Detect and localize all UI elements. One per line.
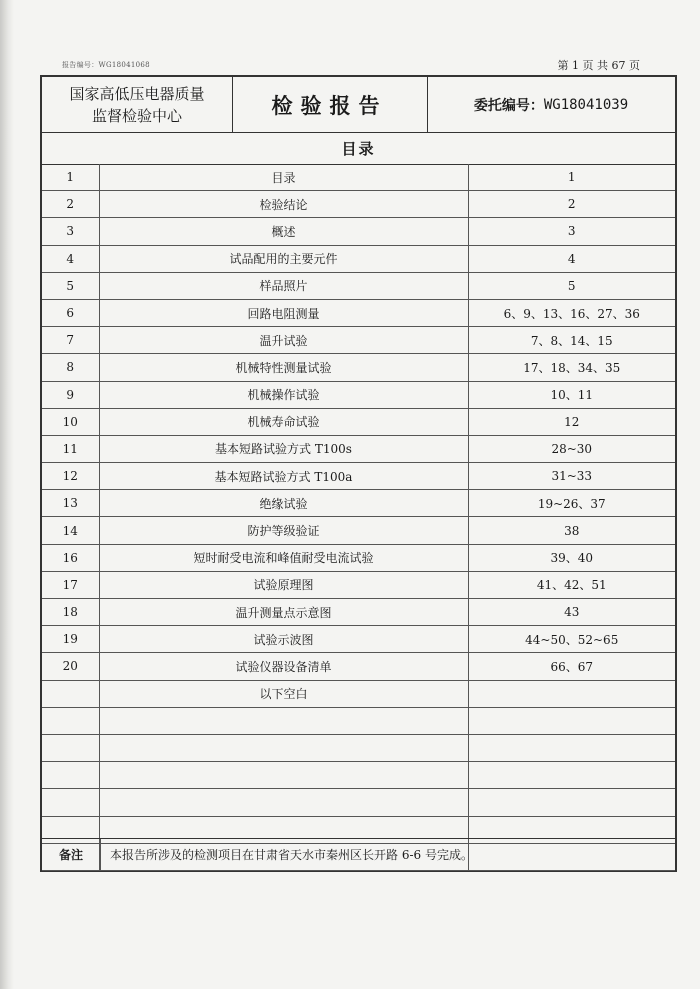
report-number <box>62 60 150 70</box>
toc-row-number <box>42 734 99 761</box>
toc-row <box>42 571 675 598</box>
toc-row-item: 概述 <box>99 218 468 245</box>
toc-row <box>42 435 675 462</box>
toc-row-number: 3 <box>42 218 99 245</box>
toc-row <box>42 599 675 626</box>
toc-row-number: 16 <box>42 544 99 571</box>
toc-row-number: 12 <box>42 463 99 490</box>
toc-row-number: 11 <box>42 435 99 462</box>
toc-row <box>42 164 675 191</box>
toc-row-pages: 44~50、52~65 <box>468 626 675 653</box>
toc-title: 目录 <box>42 132 675 165</box>
toc-row-number: 8 <box>42 354 99 381</box>
toc-row-number <box>42 680 99 707</box>
toc-row-pages: 38 <box>468 517 675 544</box>
toc-row-pages: 66、67 <box>468 653 675 680</box>
toc-row-number: 6 <box>42 299 99 326</box>
toc-row-item: 试品配用的主要元件 <box>99 245 468 272</box>
toc-row-item: 绝缘试验 <box>99 490 468 517</box>
toc-row <box>42 762 675 789</box>
toc-row-item <box>99 707 468 734</box>
toc-row-number: 1 <box>42 164 99 191</box>
toc-row-pages: 43 <box>468 599 675 626</box>
toc-row <box>42 245 675 272</box>
toc-row-number: 17 <box>42 571 99 598</box>
toc-row-item: 基本短路试验方式 T100a <box>99 463 468 490</box>
toc-row-pages: 4 <box>468 245 675 272</box>
toc-row-pages: 39、40 <box>468 544 675 571</box>
toc-row-number: 13 <box>42 490 99 517</box>
toc-row-item: 机械特性测量试验 <box>99 354 468 381</box>
toc-row-number: 14 <box>42 517 99 544</box>
toc-row-item: 试验原理图 <box>99 571 468 598</box>
toc-row-pages: 12 <box>468 408 675 435</box>
toc-row-pages: 10、11 <box>468 381 675 408</box>
toc-row <box>42 626 675 653</box>
toc-row-pages <box>468 680 675 707</box>
toc-row-item: 以下空白 <box>99 680 468 707</box>
toc-row-pages: 3 <box>468 218 675 245</box>
commission-number <box>427 77 675 132</box>
toc-row-item: 检验结论 <box>99 191 468 218</box>
toc-row-item: 短时耐受电流和峰值耐受电流试验 <box>99 544 468 571</box>
toc-row <box>42 463 675 490</box>
toc-row-item: 防护等级验证 <box>99 517 468 544</box>
toc-row-pages <box>468 707 675 734</box>
report-number-value: WG18041068 <box>98 61 150 69</box>
toc-row <box>42 354 675 381</box>
toc-row-pages: 2 <box>468 191 675 218</box>
report-title: 检验报告 <box>232 77 428 132</box>
toc-row-number: 19 <box>42 626 99 653</box>
toc-row <box>42 734 675 761</box>
toc-table <box>42 164 675 871</box>
toc-row-number <box>42 707 99 734</box>
toc-row <box>42 517 675 544</box>
org-name <box>42 77 233 132</box>
toc-row-pages: 41、42、51 <box>468 571 675 598</box>
toc-row-pages: 6、9、13、16、27、36 <box>468 299 675 326</box>
toc-row <box>42 408 675 435</box>
toc-row <box>42 490 675 517</box>
toc-row-item: 机械寿命试验 <box>99 408 468 435</box>
toc-row-pages <box>468 762 675 789</box>
commission-value: WG18041039 <box>543 96 629 113</box>
remarks-row <box>42 838 675 870</box>
toc-row-number: 2 <box>42 191 99 218</box>
toc-row-number <box>42 762 99 789</box>
toc-row-item: 基本短路试验方式 T100s <box>99 435 468 462</box>
toc-row-item <box>99 734 468 761</box>
toc-row-pages: 28~30 <box>468 435 675 462</box>
toc-row <box>42 381 675 408</box>
toc-row-number: 18 <box>42 599 99 626</box>
toc-row-pages <box>468 734 675 761</box>
toc-row-pages: 31~33 <box>468 463 675 490</box>
toc-row-pages: 19~26、37 <box>468 490 675 517</box>
toc-row <box>42 327 675 354</box>
toc-row-pages: 7、8、14、15 <box>468 327 675 354</box>
toc-row <box>42 707 675 734</box>
toc-row-number <box>42 789 99 816</box>
toc-row <box>42 789 675 816</box>
toc-row-pages <box>468 789 675 816</box>
toc-row-item: 机械操作试验 <box>99 381 468 408</box>
toc-row <box>42 218 675 245</box>
toc-row-item: 温升试验 <box>99 327 468 354</box>
toc-row-item: 回路电阻测量 <box>99 299 468 326</box>
report-frame <box>40 75 677 872</box>
toc-row-number: 7 <box>42 327 99 354</box>
toc-row-item: 试验仪器设备清单 <box>99 653 468 680</box>
toc-row-item <box>99 762 468 789</box>
toc-row-pages: 17、18、34、35 <box>468 354 675 381</box>
toc-row-number: 9 <box>42 381 99 408</box>
page-info: 第 1 页 共 67 页 <box>557 59 640 72</box>
toc-row-number: 4 <box>42 245 99 272</box>
toc-row-number: 20 <box>42 653 99 680</box>
page-binding-shadow <box>0 0 14 989</box>
toc-row <box>42 680 675 707</box>
remarks-label: 备注 <box>42 839 101 870</box>
toc-row-pages: 5 <box>468 272 675 299</box>
toc-row-pages: 1 <box>468 164 675 191</box>
toc-row-item: 样品照片 <box>99 272 468 299</box>
org-name-line1: 国家高低压电器质量 <box>69 84 205 103</box>
toc-row-item: 试验示波图 <box>99 626 468 653</box>
toc-row-item <box>99 789 468 816</box>
toc-row <box>42 299 675 326</box>
toc-row-number: 5 <box>42 272 99 299</box>
toc-row-number: 10 <box>42 408 99 435</box>
report-number-label: 报告编号： <box>62 61 99 69</box>
org-name-line2: 监督检验中心 <box>91 106 182 125</box>
report-header <box>42 77 675 133</box>
remarks-text: 本报告所涉及的检测项目在甘肃省天水市秦州区长开路 6-6 号完成。 <box>110 848 473 862</box>
toc-row <box>42 272 675 299</box>
toc-row <box>42 191 675 218</box>
commission-label: 委托编号： <box>473 97 544 114</box>
toc-row-item: 目录 <box>99 164 468 191</box>
toc-row <box>42 653 675 680</box>
toc-row <box>42 544 675 571</box>
toc-row-item: 温升测量点示意图 <box>99 599 468 626</box>
